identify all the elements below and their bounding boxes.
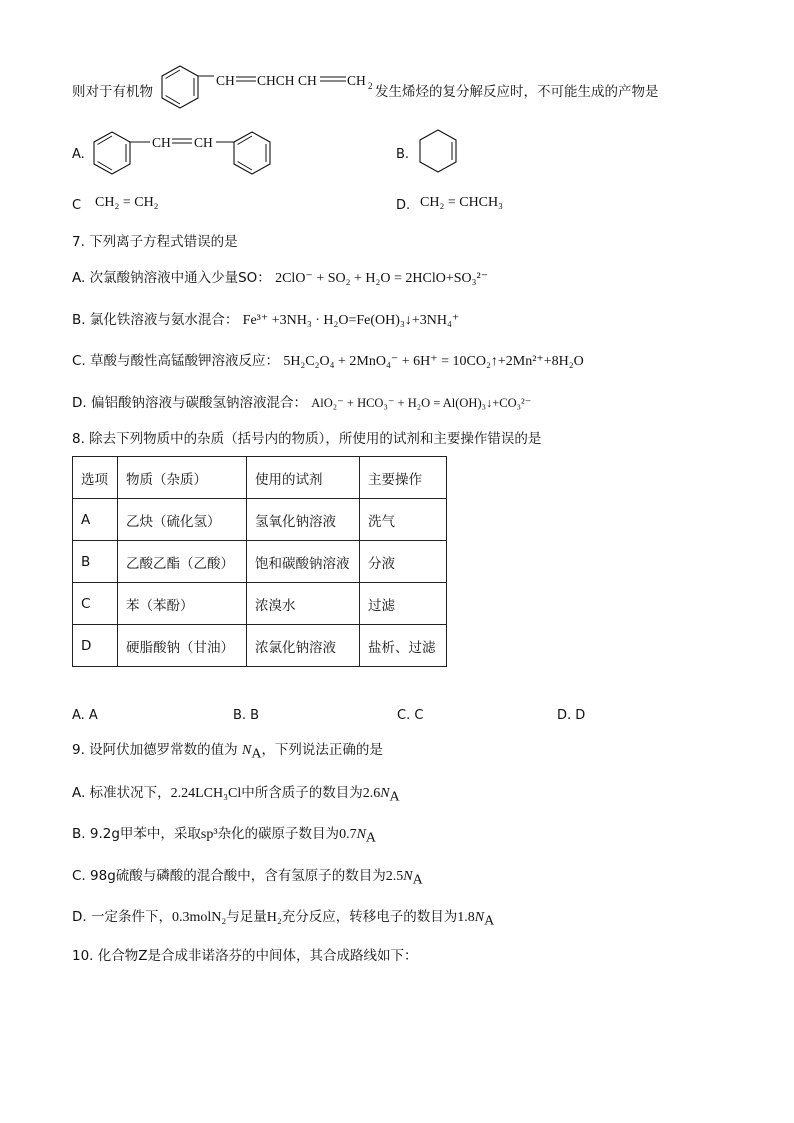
q9-option-b xyxy=(72,828,376,846)
q7-option-d xyxy=(72,397,531,411)
table-cell: 乙炔（硫化氢） xyxy=(118,499,247,541)
q9-option-d-value: 1.8 xyxy=(457,910,475,925)
table-header-row xyxy=(73,457,447,499)
table-cell: D xyxy=(73,625,118,667)
q9-na-sub: A xyxy=(251,746,262,762)
q7-option-a xyxy=(72,272,488,286)
table-cell: 盐析、过滤 xyxy=(360,625,447,667)
table-header-cell: 选项 xyxy=(73,457,118,499)
svg-text:2: 2 xyxy=(368,81,373,91)
q7-option-b xyxy=(72,314,459,328)
q9-option-a-formula: 2.24LCH₃Cl xyxy=(170,786,242,801)
q7-option-d-equation: AlO₂⁻ + HCO₃⁻ + H₂O = Al(OH)₃↓+CO₃²⁻ xyxy=(311,396,532,410)
q9-option-d-na: N xyxy=(474,910,485,925)
q6-chain-a: CH xyxy=(216,73,235,88)
q7-option-a-desc-tail: ： xyxy=(257,270,271,286)
q6-option-d-label: D. xyxy=(396,198,411,213)
q7-option-a-label: A. xyxy=(72,270,86,286)
table-cell: 洗气 xyxy=(360,499,447,541)
q6-option-b-cyclohexene xyxy=(414,126,468,178)
q8-stem: 8. 除去下列物质中的杂质（括号内的物质），所使用的试剂和主要操作错误的是 xyxy=(72,431,542,447)
q9-option-c-value: 2.5 xyxy=(385,869,404,884)
q9-option-a-na: N xyxy=(380,786,390,801)
q6-chain-c: CH xyxy=(298,73,317,88)
q7-option-c-equation: 5H₂C₂O₄ + 2MnO₄⁻ + 6H⁺ = 10CO₂↑+2Mn²⁺+8H₂O xyxy=(283,354,584,369)
q6-option-c-text: CH₂ = CH₂ xyxy=(95,195,159,210)
table-row xyxy=(73,541,447,583)
q7-option-b-label: B. xyxy=(72,312,86,328)
q9-option-b-text2: 杂化的碳原子数目为 xyxy=(217,826,340,842)
q7-option-c-label: C. xyxy=(72,353,86,369)
q9-option-c-text: 硫酸与磷酸的混合酸中，含有氢原子的数目为 xyxy=(115,868,386,884)
q9-option-d-text3: 充分反应，转移电子的数目为 xyxy=(281,909,458,925)
q9-option-c-mass: 98g xyxy=(90,868,116,884)
q7-option-d-label: D. xyxy=(72,395,87,411)
q6-option-b-label: B. xyxy=(396,147,410,162)
q9-option-b-na-sub: A xyxy=(365,830,377,846)
q6-option-a-label: A. xyxy=(72,147,85,162)
q9-option-a-text: 标准状况下， xyxy=(89,785,171,801)
q9-option-a-value: 2.6 xyxy=(362,786,381,801)
q9-option-d-na-sub: A xyxy=(484,913,495,929)
q8-answer-b: B. B xyxy=(233,708,260,723)
table-header-cell: 主要操作 xyxy=(360,457,447,499)
q9-stem xyxy=(72,744,383,762)
q6-option-a-chain-a: CH xyxy=(152,135,171,150)
table-row xyxy=(73,625,447,667)
q9-option-d-label: D. xyxy=(72,909,87,925)
q9-stem-b: ，下列说法正确的是 xyxy=(261,742,383,758)
q6-stem-prefix: 则对于有机物 xyxy=(72,84,153,100)
table-cell: 过滤 xyxy=(360,583,447,625)
table-cell: 浓氯化钠溶液 xyxy=(247,625,360,667)
q9-option-c-label: C. xyxy=(72,868,86,884)
table-cell: 分液 xyxy=(360,541,447,583)
table-cell: B xyxy=(73,541,118,583)
table-row xyxy=(73,499,447,541)
q6-molecule xyxy=(150,62,382,122)
q6-stem-suffix: 发生烯烃的复分解反应时，不可能生成的产物是 xyxy=(375,84,659,100)
table-cell: 乙酸乙酯（乙酸） xyxy=(118,541,247,583)
q6-option-a-stilbene xyxy=(88,128,288,180)
q6-chain-b: CHCH xyxy=(257,73,295,88)
q6-option-d-text: CH₂ = CHCH₃ xyxy=(420,195,504,210)
q6-option-a-chain-b: CH xyxy=(194,135,213,150)
q9-option-d-text: 一定条件下， xyxy=(90,909,172,925)
table-cell: C xyxy=(73,583,118,625)
table-row xyxy=(73,583,447,625)
table-cell: 苯（苯酚） xyxy=(118,583,247,625)
q8-answer-c: C. C xyxy=(397,708,424,723)
q9-option-d xyxy=(72,911,494,929)
q7-option-a-equation: 2ClO⁻ + SO₂ + H₂O = 2HClO+SO₃²⁻ xyxy=(275,271,489,286)
q10-stem: 10. 化合物Z是合成非诺洛芬的中间体，其合成路线如下： xyxy=(72,948,418,964)
q8-table xyxy=(72,456,447,667)
table-cell: 硬脂酸钠（甘油） xyxy=(118,625,247,667)
table-cell: 氢氧化钠溶液 xyxy=(247,499,360,541)
q7-option-d-desc: 偏铝酸钠溶液与碳酸氢钠溶液混合： xyxy=(90,395,307,411)
q9-option-a-text2: 中所含质子的数目为 xyxy=(241,785,363,801)
q9-option-a-na-sub: A xyxy=(389,789,400,805)
q9-option-b-value: 0.7 xyxy=(339,827,357,842)
q9-option-b-hybrid: sp³ xyxy=(200,827,218,842)
q9-option-c-na: N xyxy=(403,869,413,884)
q9-option-d-h2: H₂ xyxy=(266,910,282,925)
q7-stem: 7. 下列离子方程式错误的是 xyxy=(72,234,238,250)
q9-option-a xyxy=(72,787,400,805)
table-header-cell: 物质（杂质） xyxy=(118,457,247,499)
q9-option-c xyxy=(72,870,423,888)
q9-option-b-label: B. xyxy=(72,826,86,842)
q7-option-a-desc: 次氯酸钠溶液中通入少量SO xyxy=(89,270,258,286)
q9-option-b-text: 甲苯中，采取 xyxy=(119,826,201,842)
q9-option-a-label: A. xyxy=(72,785,86,801)
q9-na-symbol: N xyxy=(241,743,252,758)
q6-chain-d: CH xyxy=(347,73,366,88)
q9-option-c-na-sub: A xyxy=(412,872,423,888)
q8-answer-d: D. D xyxy=(557,708,586,723)
q9-stem-a: 9. 设阿伏加德罗常数的值为 xyxy=(72,742,238,758)
q7-option-b-equation: Fe³⁺ +3NH₃ · H₂O=Fe(OH)₃↓+3NH₄⁺ xyxy=(242,313,460,328)
table-cell: 浓溴水 xyxy=(247,583,360,625)
q6-option-c-label: C xyxy=(72,198,82,213)
q9-option-d-text2: 与足量 xyxy=(226,909,267,925)
q7-option-c xyxy=(72,355,584,369)
q7-option-c-desc: 草酸与酸性高锰酸钾溶液反应： xyxy=(90,353,280,369)
q9-option-b-mass: 9.2g xyxy=(89,826,120,842)
q9-option-d-n2: 0.3molN₂ xyxy=(171,910,227,925)
table-cell: 饱和碳酸钠溶液 xyxy=(247,541,360,583)
q7-option-b-desc: 氯化铁溶液与氨水混合： xyxy=(89,312,239,328)
table-cell: A xyxy=(73,499,118,541)
q8-answer-a: A. A xyxy=(72,708,98,723)
q9-option-b-na: N xyxy=(356,827,366,842)
table-header-cell: 使用的试剂 xyxy=(247,457,360,499)
